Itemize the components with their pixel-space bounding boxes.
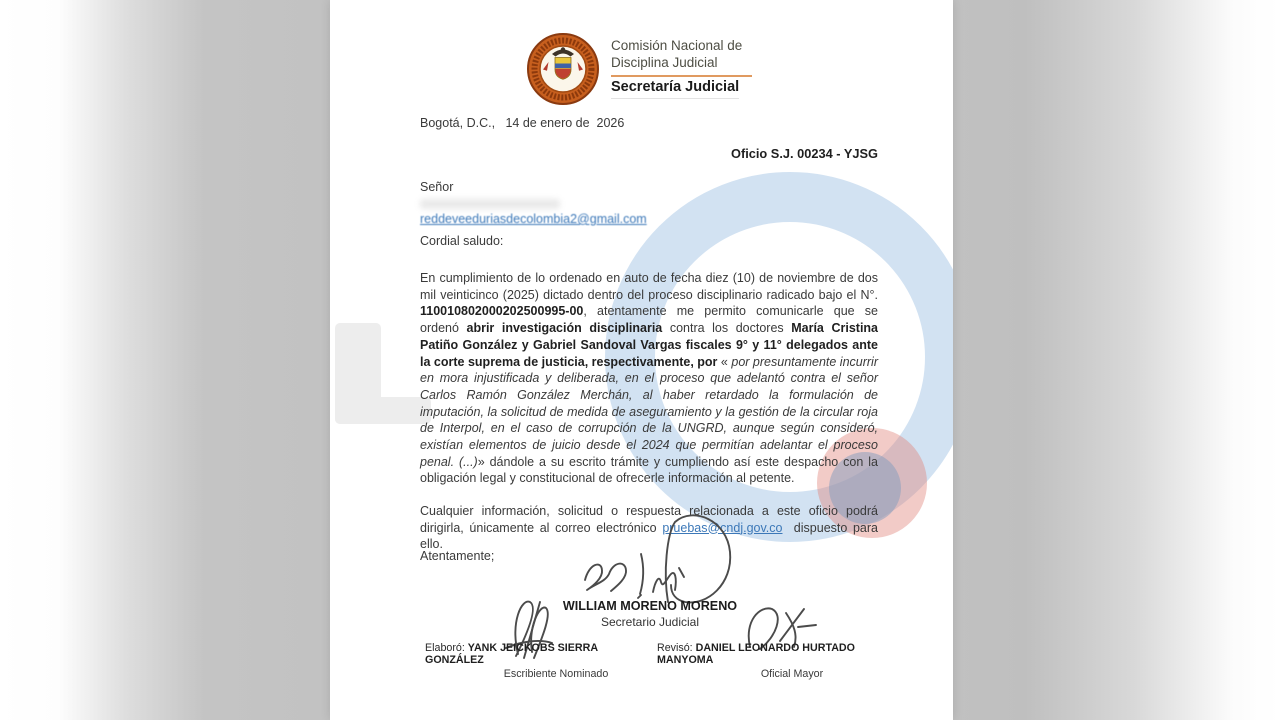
- p1-case-number: 110010802000202500995-00: [420, 304, 584, 319]
- cndj-seal-logo: [526, 32, 600, 106]
- org-name-line1: Comisión Nacional de: [611, 38, 743, 53]
- signature-secretario: [575, 512, 745, 612]
- closing-line: Atentamente;: [420, 549, 495, 563]
- elaboro-role: Escribiente Nominado: [503, 668, 609, 680]
- reviso-name: DANIEL LEONARDO HURTADO MANYOMA: [657, 642, 855, 666]
- p1-text: En cumplimiento de lo ordenado en auto de fecha diez (10) de noviembre de dos mil veinticinco (2025) dictado dentro del proceso disciplinario radicado bajo el N°.: [420, 271, 878, 302]
- p1-open-investigation: abrir investigación disciplinaria: [466, 321, 663, 336]
- body-paragraph-main: En cumplimiento de lo ordenado en auto de fecha diez (10) de noviembre de dos mil veinticinco (2025) dictado dentro del proceso disciplinario radicado bajo el N°. 110010802000202500995-00, atentamente me permito comunicarle que se ordenó abrir investigación disciplinaria contra los doctores María Cristina Patiño González y Gabriel Sandoval Vargas fiscales 9° y 11° delegados ante la corte suprema de justicia, respectivamente, por « por presuntamente incurrir en mora injustificada y deliberada, en el proceso que adelantó contra el señor Carlos Ramón González Merchán, al haber retardado la formulación de imputación, la solicitud de medida de aseguramiento y la gestión de la circular roja de Interpol, en el caso de corrupción de la UNGRD, aunque según consideró, existían elementos de juicio desde el 2024 que permitían adelantar el proceso penal. (...)» dándole a su escrito trámite y cumpliendo así este despacho con la obligación legal y constitucional de ofrecerle información al petente.: [420, 271, 878, 486]
- signer-name: WILLIAM MORENO MORENO: [562, 599, 738, 613]
- dept-name: Secretaría Judicial: [611, 79, 740, 95]
- letterhead-subline: [611, 98, 739, 99]
- reviso-line: Revisó: DANIEL LEONARDO HURTADO MANYOMA: [657, 642, 855, 666]
- org-name: [611, 37, 742, 71]
- elaboro-line: Elaboró: YANK JEICKOBS SIERRA GONZÁLEZ: [425, 642, 598, 666]
- org-name-line2: Disciplina Judicial: [611, 55, 718, 70]
- redacted-recipient-name: [420, 199, 560, 209]
- oficio-reference: Oficio S.J. 00234 - YJSG: [730, 146, 878, 161]
- greeting: Cordial saludo:: [420, 234, 504, 248]
- letterhead-divider: [611, 75, 752, 77]
- elaboro-block: [425, 642, 647, 680]
- reviso-block: [657, 642, 893, 680]
- reviso-role: Oficial Mayor: [760, 668, 824, 680]
- footer-credits: [425, 642, 893, 680]
- salutation-title: Señor: [420, 180, 454, 194]
- recipient-email-link[interactable]: reddeveeduriasdecolombia2@gmail.com: [420, 212, 647, 226]
- body-paragraph-contact: Cualquier información, solicitud o respuesta relacionada a este oficio podrá dirigirla, únicamente al correo electrónico pruebas@cndj.gov.co dispuesto para ello.: [420, 504, 882, 551]
- contact-email-link[interactable]: pruebas@cndj.gov.co: [662, 520, 783, 535]
- background-blur-right: [953, 0, 1280, 720]
- signer-title: Secretario Judicial: [600, 615, 700, 629]
- p1-quoted-ruling: por presuntamente incurrir en mora injustificada y deliberada, en el proceso que adelantó contra el señor Carlos Ramón González Merchán, al haber retardado la formulación de imputación, la solicitud de medida de aseguramiento y la gestión de la circular roja de Interpol, en el caso de corrupción de la UNGRD, aunque según consideró, existían elementos de juicio desde el 2024 que permitían adelantar el proceso penal. (...): [420, 354, 878, 469]
- elaboro-name: YANK JEICKOBS SIERRA GONZÁLEZ: [425, 642, 598, 666]
- watermark-letter-l-foot: [335, 397, 431, 424]
- letter-page: [330, 0, 953, 720]
- p1-accused-names: María Cristina Patiño González y Gabriel Sandoval Vargas fiscales 9° y 11° delegados ante la corte suprema de justicia, respectivamente, por: [420, 321, 878, 369]
- city-date: Bogotá, D.C., 14 de enero de 2026: [420, 116, 625, 130]
- background-blur-left: [0, 0, 330, 720]
